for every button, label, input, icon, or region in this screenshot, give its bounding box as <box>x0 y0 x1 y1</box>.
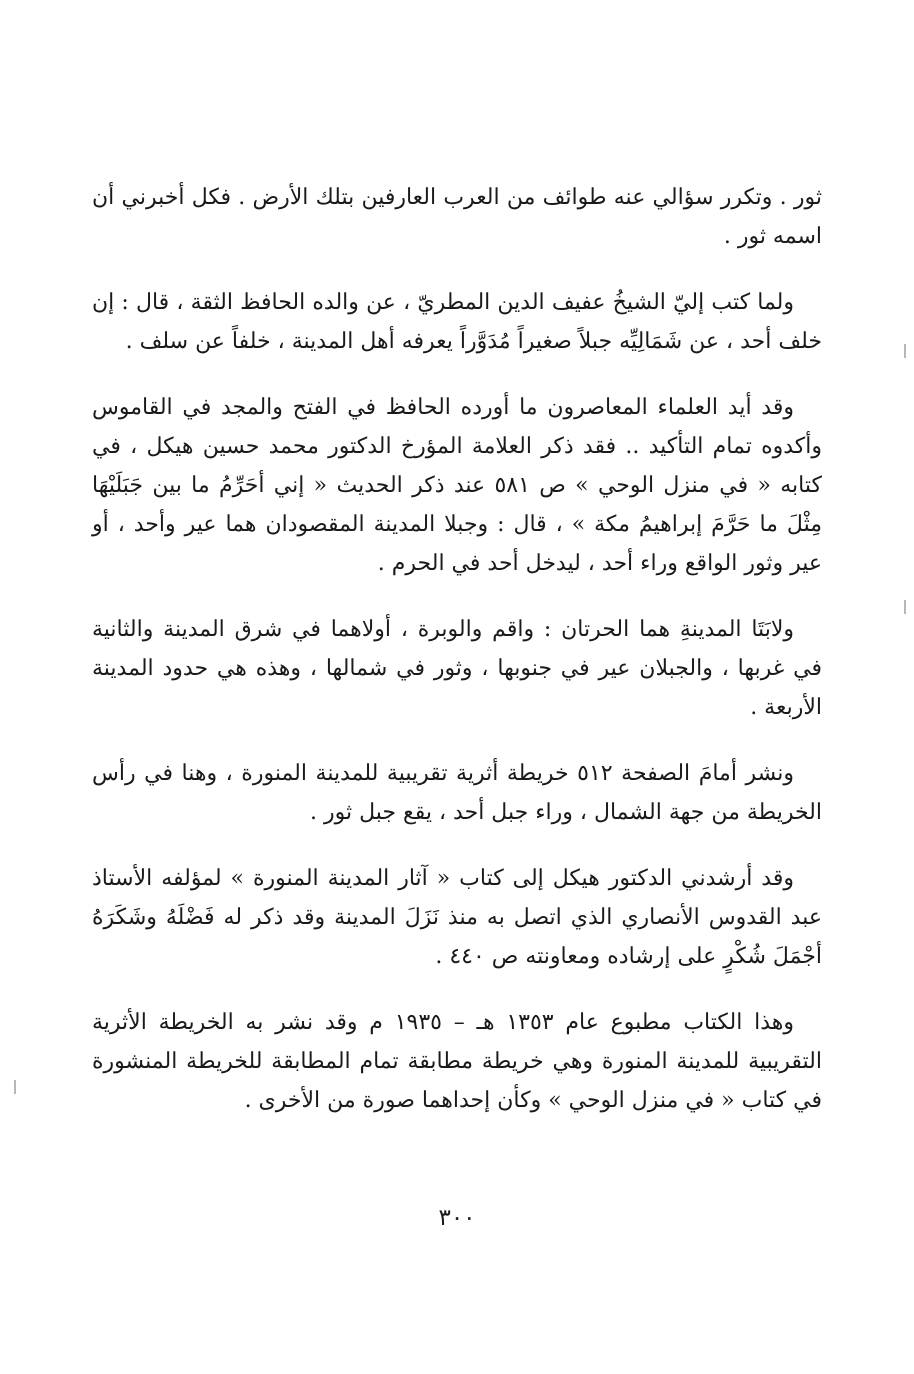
paragraph-1: ثور . وتكرر سؤالي عنه طوائف من العرب العارفين بتلك الأرض . فكل أخبرني أن اسمه ثور . <box>92 185 822 249</box>
page-number: ٣٠٠ <box>438 1205 476 1231</box>
paragraph-6: وقد أرشدني الدكتور هيكل إلى كتاب « آثار المدينة المنورة » لمؤلفه الأستاذ عبد القدوس الأنصاري الذي اتصل به منذ نَزَلَ المدينة وقد ذكر له فَضْلَهُ وشَكَرَهُ أجْمَلَ شُكْرٍ على إرشاده ومعاونته ص ٤٤٠ . <box>92 866 822 969</box>
scan-speck <box>14 1080 16 1094</box>
page-body <box>92 178 822 1147</box>
scan-speck <box>904 600 906 614</box>
paragraph-3: وقد أيد العلماء المعاصرون ما أورده الحافظ في الفتح والمجد في القاموس وأكدوه تمام التأكيد .. فقد ذكر العلامة المؤرخ الدكتور محمد حسين هيكل ، في كتابه « في منزل الوحي » ص ٥٨١ عند ذكر الحديث « إني أحَرِّمُ ما بين جَبَلَيْهَا مِثْلَ ما حَرَّمَ إبراهيمُ مكة » ، قال : وجبلا المدينة المقصودان هما عير وأحد ، أو عير وثور الواقع وراء أحد ، ليدخل أحد في الحرم . <box>92 395 822 576</box>
paragraph-2: ولما كتب إليّ الشيخُ عفيف الدين المطريّ ، عن والده الحافظ الثقة ، قال : إن خلف أحد ، عن شَمَالِيِّه جبلاً صغيراً مُدَوَّراً يعرفه أهل المدينة ، خلفاً عن سلف . <box>92 290 822 354</box>
paragraph-4: ولابَتَا المدينةِ هما الحرتان : واقم والوبرة ، أولاهما في شرق المدينة والثانية في غربها ، والجبلان عير في جنوبها ، وثور في شمالها ، وهذه هي حدود المدينة الأربعة . <box>92 617 822 720</box>
paragraph-5: ونشر أمامَ الصفحة ٥١٢ خريطة أثرية تقريبية للمدينة المنورة ، وهنا في رأس الخريطة من جهة الشمال ، وراء جبل أحد ، يقع جبل ثور . <box>92 761 822 825</box>
paragraph-7: وهذا الكتاب مطبوع عام ١٣٥٣ هـ – ١٩٣٥ م وقد نشر به الخريطة الأثرية التقريبية للمدينة المنورة وهي خريطة مطابقة تمام المطابقة للخريطة المنشورة في كتاب « في منزل الوحي » وكأن إحداهما صورة من الأخرى . <box>92 1010 822 1113</box>
scan-speck <box>904 344 906 358</box>
